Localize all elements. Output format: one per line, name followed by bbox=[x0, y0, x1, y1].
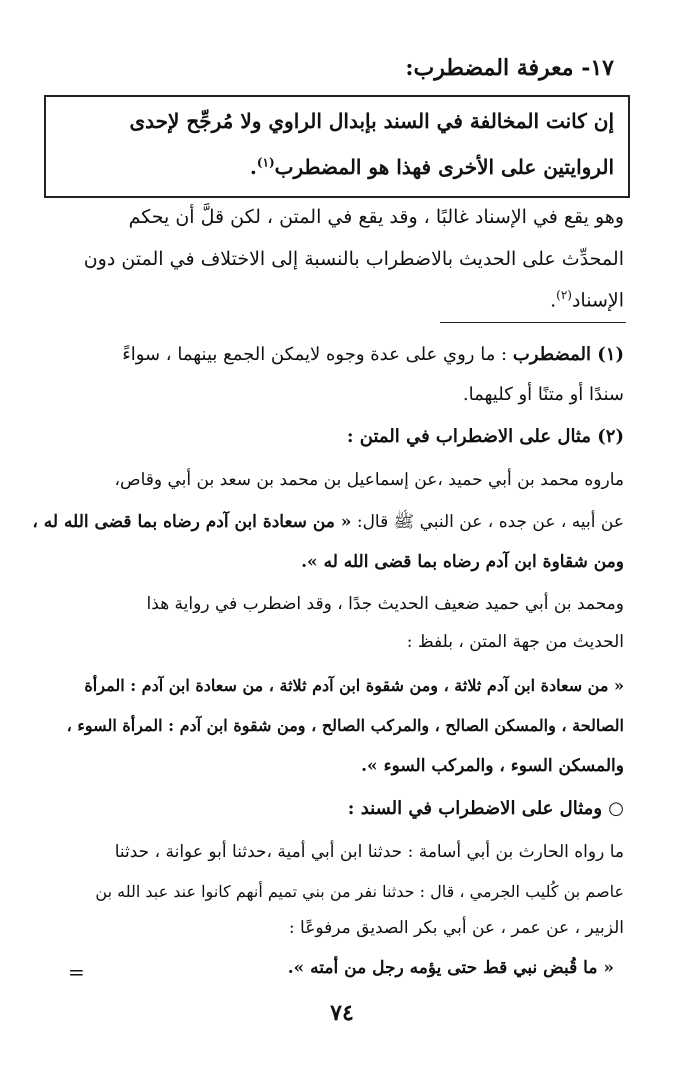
section-heading: ١٧- معرفة المضطرب: bbox=[405, 55, 614, 81]
footnote-divider bbox=[440, 322, 626, 323]
footnote-2-line-1: ماروه محمد بن أبي حميد ،عن إسماعيل بن محمد بن سعد بن أبي وقاص، bbox=[114, 470, 624, 490]
page-number: ٧٤ bbox=[330, 1000, 354, 1026]
footnote-2-line-2: عن أبيه ، عن جده ، عن النبي ﷺ قال: « من سعادة ابن آدم رضاه بما قضى الله له ، bbox=[32, 512, 624, 532]
footnote-2-line-3: ومن شقاوة ابن آدم رضاه بما قضى الله له ». bbox=[301, 552, 624, 572]
footnote-3-line-4: « ما قُبض نبي قط حتى يؤمه رجل من أمته ». bbox=[287, 958, 614, 978]
footnote-2-line-6: « من سعادة ابن آدم ثلاثة ، ومن شقوة ابن آدم ثلاثة ، من سعادة ابن آدم : المرأة bbox=[84, 676, 624, 695]
footnote-3-line-2: عاصم بن كُليب الجرمي ، قال : حدثنا نفر من بني تميم أنهم كانوا عند عبد الله بن bbox=[95, 882, 624, 901]
footnote-2-line-7: الصالحة ، والمسكن الصالح ، والمركب الصالح ، ومن شقوة ابن آدم : المرأة السوء ، bbox=[66, 716, 624, 735]
footnote-3-line-1: ما رواه الحارث بن أبي أسامة : حدثنا ابن أبي أمية ،حدثنا أبو عوانة ، حدثنا bbox=[114, 842, 624, 862]
footnote-2-line-8: والمسكن السوء ، والمركب السوء ». bbox=[361, 756, 624, 776]
footnote-2-line-4: ومحمد بن أبي حميد ضعيف الحديث جدًا ، وقد اضطرب في رواية هذا bbox=[146, 594, 624, 614]
footnote-2-heading: (٢) مثال على الاضطراب في المتن : bbox=[346, 426, 624, 447]
footnote-ref-2: (٢) bbox=[556, 288, 572, 302]
footnote-ref-1: (١) bbox=[256, 155, 275, 170]
footnote-1-line-1: (١) المضطرب : ما روي على عدة وجوه لايمكن الجمع بينهما ، سواءً bbox=[122, 344, 624, 365]
definition-line-2: الروايتين على الأخرى فهذا هو المضطرب$^{(١)}$. bbox=[249, 155, 614, 179]
definition-line-1: إن كانت المخالفة في السند بإبدال الراوي ولا مُرجِّح لإحدى bbox=[129, 109, 614, 133]
footnote-3-heading: ○ ومثال على الاضطراب في السند : bbox=[347, 798, 624, 819]
body-line-3: الإسناد$^{(٢)}$. bbox=[550, 288, 624, 312]
body-line-2: المحدِّث على الحديث بالاضطراب بالنسبة إلى الاختلاف في المتن دون bbox=[83, 248, 624, 270]
footnote-3-line-3: الزبير ، عن عمر ، عن أبي بكر الصديق مرفوعًا : bbox=[288, 918, 624, 938]
continuation-mark: = bbox=[68, 960, 85, 984]
footnote-1-line-2: سندًا أو متنًا أو كليهما. bbox=[462, 384, 624, 405]
body-line-1: وهو يقع في الإسناد غالبًا ، وقد يقع في المتن ، لكن قلَّ أن يحكم bbox=[128, 206, 624, 228]
definition-box bbox=[44, 95, 630, 198]
footnote-2-line-5: الحديث من جهة المتن ، بلفظ : bbox=[406, 632, 624, 652]
